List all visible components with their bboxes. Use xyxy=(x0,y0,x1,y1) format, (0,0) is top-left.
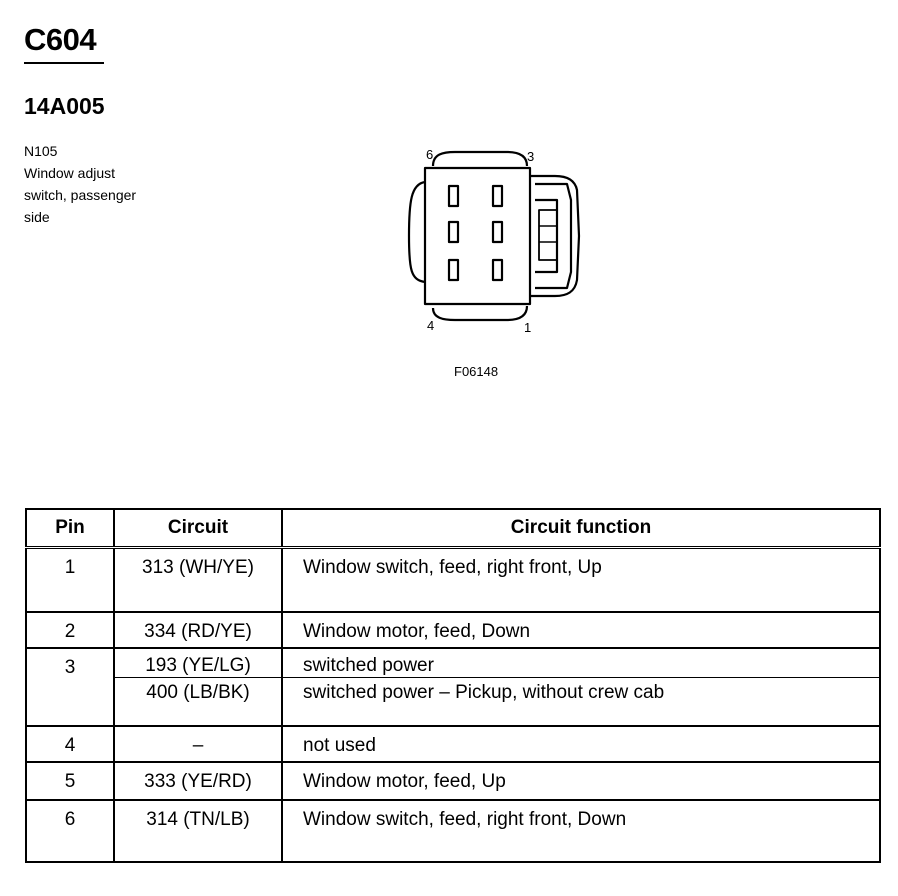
pin-cavity xyxy=(493,186,502,206)
table-row xyxy=(26,648,880,678)
description-line: N105 xyxy=(24,143,58,159)
housing-bottom-edge xyxy=(433,306,527,320)
pin-number: 5 xyxy=(64,770,76,792)
pin-number: 1 xyxy=(64,557,76,578)
table-row xyxy=(26,612,880,648)
circuit-id: 400 (LB/BK) xyxy=(146,682,250,703)
table-row xyxy=(26,800,880,862)
pin-cavity xyxy=(449,186,458,206)
pin-cavity xyxy=(493,222,502,242)
pin-cavity xyxy=(449,260,458,280)
description-line: side xyxy=(24,209,50,225)
circuit-function: Window motor, feed, Down xyxy=(303,620,531,642)
table-header-row xyxy=(26,509,880,548)
connector-diagram xyxy=(395,140,600,340)
circuit-id: – xyxy=(192,734,204,756)
latch-lock xyxy=(539,210,557,260)
circuit-function: Window switch, feed, right front, Down xyxy=(303,808,627,830)
circuit-function: switched power xyxy=(303,654,434,676)
header-circuit: Circuit xyxy=(114,509,282,548)
pin-cavity xyxy=(449,222,458,242)
part-number: 14A005 xyxy=(24,93,105,119)
circuit-function: Window switch, feed, right front, Up xyxy=(303,557,602,578)
pin-number: 6 xyxy=(64,808,76,830)
connector-body xyxy=(425,168,530,304)
circuit-id: 333 (YE/RD) xyxy=(144,770,252,792)
circuit-function: Window motor, feed, Up xyxy=(303,770,506,792)
circuit-function: switched power – Pickup, without crew cab xyxy=(303,682,665,703)
header-circuit-function: Circuit function xyxy=(282,509,880,548)
circuit-id: 193 (YE/LG) xyxy=(145,654,251,676)
table-row xyxy=(26,678,880,726)
housing-top-edge xyxy=(433,152,527,166)
table-row xyxy=(26,726,880,762)
pin-label-1: 1 xyxy=(524,320,532,335)
table-row xyxy=(26,762,880,800)
pin-label-3: 3 xyxy=(527,149,535,164)
description-line: switch, passenger xyxy=(24,187,137,203)
connector-title: C604 xyxy=(24,22,97,57)
title-underline xyxy=(24,62,104,64)
table-row xyxy=(26,548,880,612)
pin-number: 4 xyxy=(64,734,76,756)
pin-label-4: 4 xyxy=(427,318,435,333)
header-pin: Pin xyxy=(26,509,114,548)
description-line: Window adjust xyxy=(24,165,116,181)
circuit-function: not used xyxy=(303,734,376,756)
circuit-id: 334 (RD/YE) xyxy=(144,620,252,642)
pinout-table xyxy=(25,508,881,863)
circuit-id: 313 (WH/YE) xyxy=(142,557,254,578)
pin-label-6: 6 xyxy=(426,147,434,162)
figure-id: F06148 xyxy=(454,364,499,379)
connector-description xyxy=(24,140,136,228)
pin-cavity xyxy=(493,260,502,280)
pin-number: 2 xyxy=(64,620,76,642)
circuit-id: 314 (TN/LB) xyxy=(146,808,250,830)
left-latch xyxy=(409,182,425,282)
pin-number: 3 xyxy=(64,656,76,678)
